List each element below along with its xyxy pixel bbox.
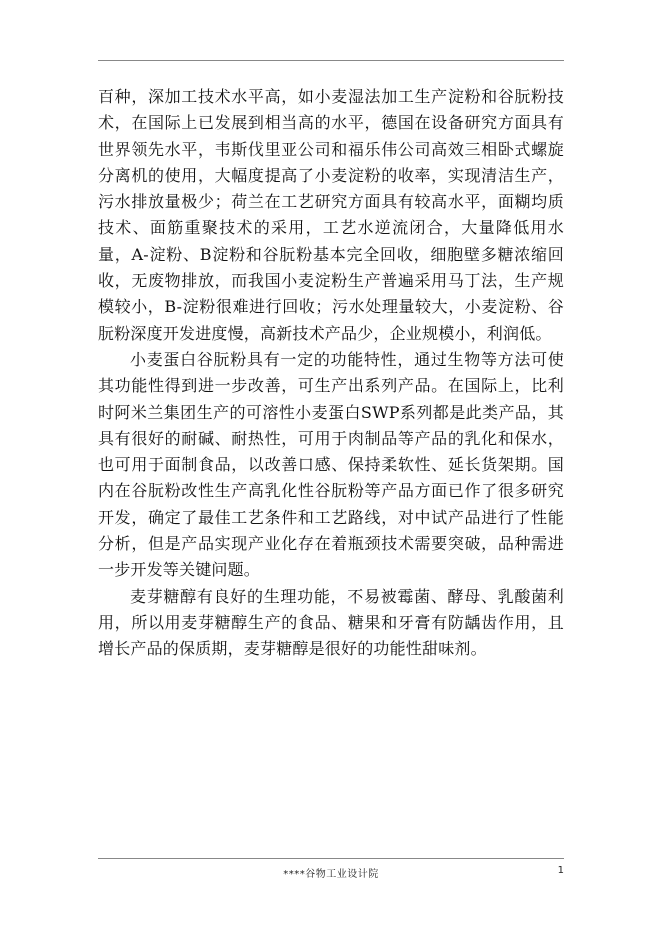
paragraph-wheat-protein: 小麦蛋白谷朊粉具有一定的功能特性，通过生物等方法可使其功能性得到进一步改善，可生产出系列产品。在国际上，比利时阿米兰集团生产的可溶性小麦蛋白SWP系列都是此类产品，其具有很好的耐碱、耐热性，可用于肉制品等产品的乳化和保水，也可用于面制食品，以改善口感、保持柔软性、延长货架期。国内在谷朊粉改性生产高乳化性谷朊粉等产品方面已作了很多研究开发，确定了最佳工艺条件和工艺路线，对中试产品进行了性能分析，但是产品实现产业化存在着瓶颈技术需要突破，品种需进一步开发等关键问题。 [98,349,564,580]
footer-institute: ****谷物工业设计院 [283,869,379,880]
page-number: 1 [557,865,564,876]
paragraph-continued: 百种，深加工技术水平高，如小麦湿法加工生产淀粉和谷朊粉技术，在国际上已发展到相当高的水平，德国在设备研究方面具有世界领先水平，韦斯伐里亚公司和福乐伟公司高效三相卧式螺旋分离机的使用，大幅度提高了小麦淀粉的收率，实现清洁生产，污水排放量极少；荷兰在工艺研究方面具有较高水平，面糊均质技术、面筋重聚技术的采用，工艺水逆流闭合，大量降低用水量，A-淀粉、B淀粉和谷朊粉基本完全回收，细胞壁多糖浓缩回收，无废物排放，而我国小麦淀粉生产普遍采用马丁法，生产规模较小，B-淀粉很难进行回收；污水处理量较大，小麦淀粉、谷朊粉深度开发进度慢，高新技术产品少，企业规模小，利润低。 [98,87,564,343]
paragraph-maltitol: 麦芽糖醇有良好的生理功能，不易被霉菌、酵母、乳酸菌利用，所以用麦芽糖醇生产的食品、糖果和牙膏有防龋齿作用，且增长产品的保质期，麦芽糖醇是很好的功能性甜味剂。 [98,586,564,659]
footer-rule [98,858,564,859]
document-body [98,84,564,663]
header-rule [98,60,564,61]
